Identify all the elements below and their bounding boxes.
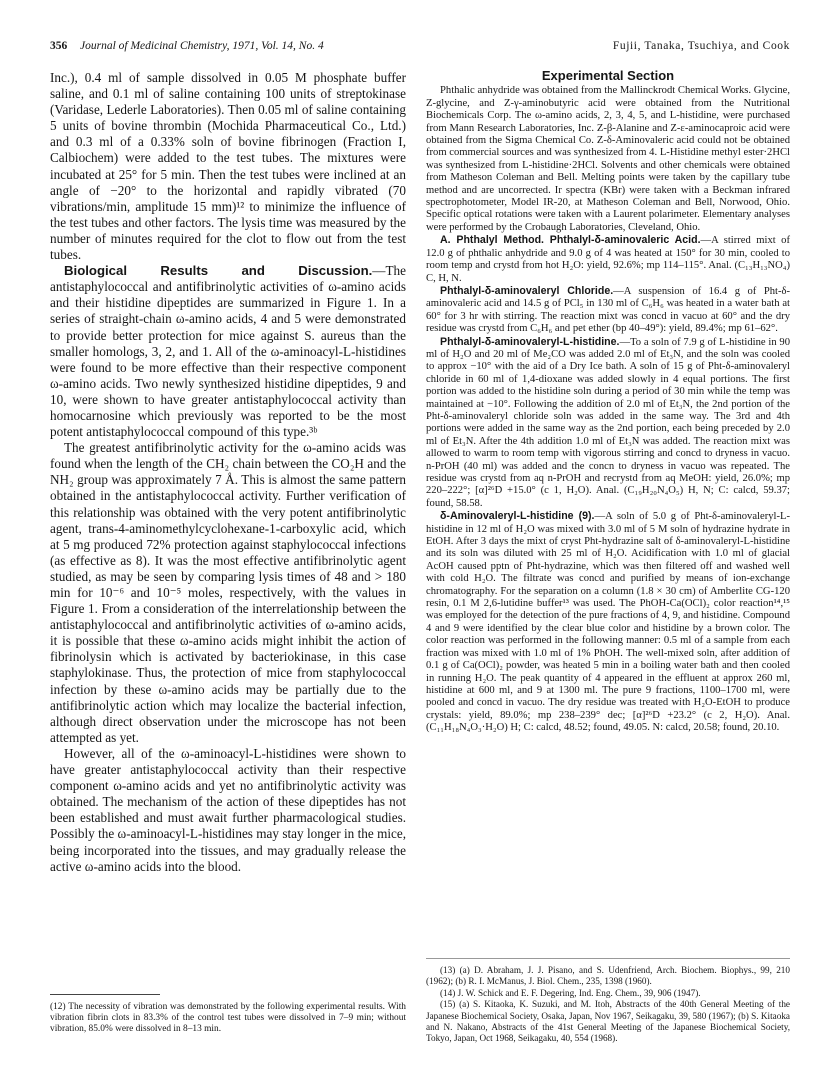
experimental-section-title: Experimental Section xyxy=(541,68,675,83)
reference-14: (14) J. W. Schick and E. F. Degering, Ind. Eng. Chem., 39, 906 (1947). xyxy=(440,987,701,998)
heading-phthalyl-method: A. Phthalyl Method. Phthalyl-δ-aminovaleric Acid. xyxy=(440,234,701,247)
running-header xyxy=(50,40,790,58)
paragraph-dipeptides: However, all of the ω-aminoacyl-L-histidines were shown to have greater antistaphylococcal activity than their respective component ω-amino acids and yet no antifibrinolytic activity was obtained. The mechanism of the action of these dipeptides has not been established and must await further pharmacological studies. Possibly the ω-aminoacyl-L-histidines may stay longer in the mice, being incorporated into the tissues, and may gradually release the active ω-amino acids into the blood. xyxy=(50,745,406,874)
running-authors: Fujii, Tanaka, Tsuchiya, and Cook xyxy=(612,40,790,52)
paragraph-results xyxy=(50,263,406,440)
paragraph-aminovaleryl-histidine: δ-Aminovaleryl-L-histidine (9).—A soln of 5.0 g of Pht-δ-aminovaleryl-L-histidine in 12 ml of H₂O was mixed with 3.0 ml of 5 M soln of hydrazine hydrate in EtOH. After 3 days the mixt of cryst Pht-hydrazine salt of δ-aminovaleryl-L-histidine and its soln was diluted with 25 ml of H₂O. Acidification with 1.0 ml of glacial AcOH caused pptn of Pht-hydrazine, which was then filtered off and washed well with cold H₂O. The filtrate was concd and purified by means of ion-exchange chromatography. For the separation on a column (1.8 × 30 cm) of Amberlite CG-120 resin, 0.1 M 2,6-lutidine buffer¹³ was used. The PhOH-Ca(OCl)₂ color reaction¹⁴,¹⁵ was employed for the detection of the pure fractions of 4, 9, and histidine. Compound 4 and 9 were identified by the clear blue color and histidine by a brown color. The color reaction was performed in the following manner: 0.5 ml of a sample from each fraction was mixed with 1.0 ml of 1% PhOH. The well-mixed soln, after addition of 0.1 g of Ca(OCl)₂ powder, was heated 5 min in a boiling water bath and then cooled in running H₂O. The peak quantity of 4 appeared in the effluent at approx 260 ml, histidine at 600 ml, and 9 at 1300 ml. The pure 9 fractions, 1100–1700 ml, were pooled and concd in vacuo. The dry residue was treated with H₂O-EtOH to produce crystals: yield, 89.0%; mp 238–239° dec; [α]²⁶D +23.2° (c 2, H₂O). Anal. (C₁₁H₁₈N₄O₃·H₂O) H; C: calcd, 48.52; found, 49.05. N: calcd, 20.58; found, 20.10. xyxy=(426,510,790,734)
paragraph-results-text: —The antistaphylococcal and antifibrinolytic activities of ω-amino acids and their histidine dipeptides are summarized in Figure 1. In a series of straight-chain ω-amino acids, 4 and 5 were demonstrated to provide better protection for mice against S. aureus than the smaller homologs, 3, 2, and 1. All of the ω-aminoacyl-L-histidines were found to be more effective than their respective component ω-amino acids. Two newly synthesized histidine dipeptides, 9 and 10, were shown to have greater antistaphylococcal activity than homocarnosine which previously was reported to be the most potent antistaphylococcal compound of this type.³ᵇ xyxy=(50,263,406,440)
footnote-rule xyxy=(50,994,160,995)
references xyxy=(426,965,790,1045)
heading-phthalyl-histidine: Phthalyl-δ-aminovaleryl-L-histidine. xyxy=(440,335,620,348)
right-column xyxy=(426,70,790,735)
paragraph-phthalyl-acid: A. Phthalyl Method. Phthalyl-δ-aminovaleric Acid.—A stirred mixt of 12.0 g of phthalic anhydride and 9.0 g of 4 was heated at 150° for 30 min, cooled to room temp and crystd from hot H₂O: yield, 92.6%; mp 114–115°. Anal. (C₁₃H₁₃NO₄) C, H, N. xyxy=(426,234,791,284)
paragraph-materials: Phthalic anhydride was obtained from the Mallinckrodt Chemical Works. Glycine, Z-glycine, and Z-γ-aminobutyric acid were obtained from the Nutritional Biochemicals Corp. The ω-amino acids, 2, 3, 4, 5, and L-histidine, were purchased from Mann Research Laboratories, Inc. Z-β-Alanine and Z-ε-aminocaproic acid were obtained from the Sigma Chemical Co. Z-δ-Aminovaleric acid could not be obtained from commercial sources and was synthesized from 4. L-Histidine methyl ester·2HCl was synthesized from L-histidine·2HCl. Solvents and other chemicals were obtained from Matheson Coleman and Bell. Melting points were taken by the capillary tube method and are uncorrected. Ir spectra (KBr) were taken with a Beckman infrared spectrophotometer, Model IR-20, at Matheson Coleman and Bell, Norwood, Ohio. Specific optical rotations were taken with a Laurent polarimeter. Elementary analyses were performed by the Crobaugh Laboratories, Cleveland, Ohio. xyxy=(426,85,790,233)
heading-phthalyl-chloride: Phthalyl-δ-aminovaleryl Chloride. xyxy=(440,284,614,297)
paragraph-antifibrinolytic: The greatest antifibrinolytic activity for the ω-amino acids was found when the length of the CH₂ chain between the CO₂H and the NH₂ group was approximately 7 Å. This is almost the same pattern obtained in the antistaphylococcal activity. Further verification of this relationship was obtained with the very potent antifibrinolytic agent, trans-4-aminomethylcyclohexane-1-carboxylic acid, which at 5 mg produced 72% protection against staphylococcal infections (as effective as 8). It was the most effective antifibrinolytic agent studied, as may be seen by comparing lysis times of 48 and > 180 min for 10⁻⁶ and 10⁻⁵ moles, respectively, with the values in Figure 1. From a consideration of the interrelationship between the antistaphylococcal and antifibrinolytic activities of ω-amino acids, it is possible that these ω-amino acids might inhibit the action of fibrinolysin which is activated by bacteriokinase, in this case staphylokinase. Thus, the protection of mice from staphylococcal infection by these ω-amino acids may be partially due to the antifibrinolytic action which may localize the bacterial infection, although direct observation under the microscope has not been attempted as yet. xyxy=(50,440,406,745)
footnote-12: (12) The necessity of vibration was demonstrated by the following experimental results. With vibration fibrin clots in 83.3% of the control test tubes were dissolved in 7–9 min; without vibration, 85.0% were dissolved in 8–13 min. xyxy=(50,1002,406,1035)
paragraph-phthalyl-chloride: Phthalyl-δ-aminovaleryl Chloride.—A suspension of 16.4 g of Pht-δ-aminovaleric acid and 14.5 g of PCl₅ in 130 ml of C₆H₆ was heated in a water bath at 60° for 3 hr with stirring. The reaction mixt was concd in vacuo at 60° and the dry residue was crystd from C₆H₆ and pet ether (bp 40–49°): yield, 89.4%; mp 61–62°. xyxy=(426,284,791,335)
reference-15: (15) (a) S. Kitaoka, K. Suzuki, and M. Itoh, Abstracts of the 40th General Meeting of the Japanese Biochemical Society, Osaka, Japan, Nov 1967, Seikagaku, 39, 580 (1967); (b) S. Kitaoka and N. Nakano, Abstracts of the 41st General Meeting of the Japanese Biochemical Society, Tokyo, Japan, Oct 1968, Seikagaku, 40, 554 (1968). xyxy=(426,999,790,1044)
left-column xyxy=(50,70,406,875)
paragraph-methods-continued: Inc.), 0.4 ml of sample dissolved in 0.05 M phosphate buffer saline, and 0.1 ml of saline containing 100 units of streptokinase (Varidase, Lederle Laboratories). Then 0.05 ml of saline containing 5 units of bovine thrombin (Mochida Pharmaceutical Co., Ltd.) and 0.3 ml of a 0.33% soln of bovine fibrinogen (Fraction I, Calbiochem) were added to the test tubes. The mixtures were incubated at 25° for 5 min. Then the test tubes were inclined at an angle of −20° to the horizontal and rapidly vibrated (70 vibrations/min, amplitude 15 mm)¹² to minimize the influence of the test tubes and other factors. The lysis time was measured by the number of minutes required for the clot to flow out from the test tubes. xyxy=(50,70,406,263)
heading-aminovaleryl-histidine: δ-Aminovaleryl-L-histidine (9). xyxy=(440,510,595,523)
page-number: 356 xyxy=(50,40,68,52)
section-heading-results: Biological Results and Discussion. xyxy=(64,263,373,279)
paragraph-phthalyl-histidine: Phthalyl-δ-aminovaleryl-L-histidine.—To a soln of 7.9 g of L-histidine in 90 ml of H₂O and 20 ml of Me₂CO was added 2.0 ml of Et₃N, and the soln was cooled to approx −10° with the aid of a Dry Ice bath. A soln of 15 g of Pht-δ-aminovaleryl chloride in 60 ml of 1,4-dioxane was added slowly in 4 equal portions. The first portion was added to the histidine soln during a period of 30 min while the temp was maintained at −10°. Following the addition of 2.0 ml of Et₃N, the 2nd portion of the Pht-δ-aminovaleryl chloride soln was added in the same way. The 3rd and 4th portions were added in the same way as the 2nd portion, each being preceded by 2.0 ml of Et₃N. After the 4th addition 1.0 ml of Et₃N was added. The reaction mixt was allowed to warm to room temp with vigorous stirring and concd to dryness in vacuo. n-PrOH (40 ml) was added and the concn to dryness in vacuo was repeated. The residue was crystd from aq n-PrOH and recrystd from aq MeOH: yield, 26.0%; mp 220–222°; [α]²⁶D +15.0° (c 1, H₂O). Anal. (C₁₉H₂₀N₄O₅) H, N; C: calcd, 59.37; found, 58.58. xyxy=(426,335,790,509)
reference-13: (13) (a) D. Abraham, J. J. Pisano, and S. Udenfriend, Arch. Biochem. Biophys., 99, 210 (1962); (b) R. I. McManus, J. Biol. Chem., 235, 1398 (1960). xyxy=(426,965,790,987)
journal-citation: Journal of Medicinal Chemistry, 1971, Vol. 14, No. 4 xyxy=(80,40,324,52)
references-rule xyxy=(426,958,790,959)
